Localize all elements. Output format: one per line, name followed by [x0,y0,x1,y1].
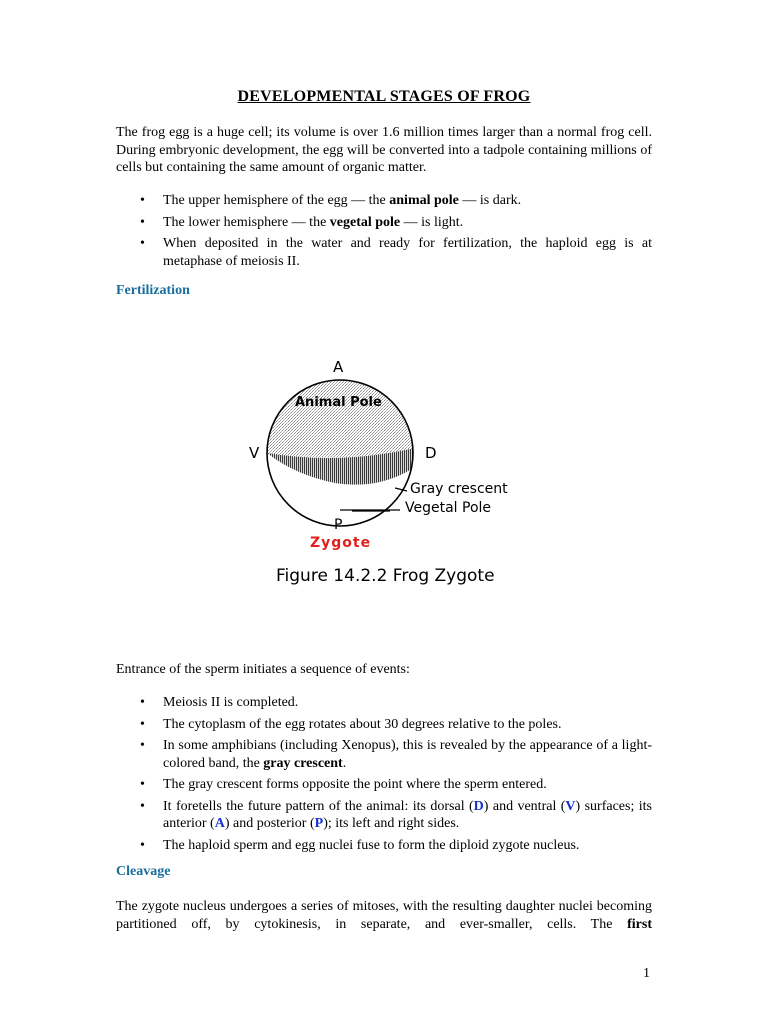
egg-facts-list [116,192,652,270]
label-p: P [334,517,343,533]
label-v: V [249,444,260,462]
list-item: • Meiosis II is completed. [116,694,652,712]
label-animal-pole: Animal Pole [295,395,382,410]
animal-pole-region [260,375,420,457]
section-heading-fertilization: Fertilization [116,283,190,298]
section-heading-cleavage: Cleavage [116,864,171,879]
list-item: • The haploid sperm and egg nuclei fuse to form the diploid zygote nucleus. [116,837,652,855]
label-gray-crescent: Gray crescent [410,481,508,497]
list-item: • The cytoplasm of the egg rotates about 30 degrees relative to the poles. [116,716,652,734]
label-vegetal-pole: Vegetal Pole [405,500,492,516]
zygote-diagram [240,355,540,590]
label-a: A [333,358,344,376]
intro-paragraph: The frog egg is a huge cell; its volume is over 1.6 million times larger than a normal frog cell. During embryonic development, the egg will be converted into a tadpole containing millions of cells but containing the same amount of organic matter. [116,125,652,175]
figure-caption: Figure 14.2.2 Frog Zygote [276,566,495,586]
sperm-intro-paragraph: Entrance of the sperm initiates a sequence of events: [116,662,410,677]
list-item: • In some amphibians (including Xenopus), this is revealed by the appearance of a light-colored band, the gray crescent. [116,737,652,772]
list-item: • The upper hemisphere of the egg — the animal pole — is dark. [116,192,652,210]
frog-zygote-figure [240,355,540,590]
page-number: 1 [643,966,650,981]
list-item: • When deposited in the water and ready for fertilization, the haploid egg is at metaphase of meiosis II. [116,235,652,270]
sperm-events-list [116,694,652,854]
list-item: • The lower hemisphere — the vegetal pole — is light. [116,214,652,232]
label-d: D [425,444,437,462]
list-item: • The gray crescent forms opposite the point where the sperm entered. [116,776,652,794]
cleavage-paragraph: The zygote nucleus undergoes a series of mitoses, with the resulting daughter nuclei becoming partitioned off, by cytokinesis, in separate, and ever-smaller, cells. The first [116,899,652,932]
label-zygote: Zygote [310,535,372,551]
list-item: • It foretells the future pattern of the animal: its dorsal (D) and ventral (V) surfaces; its anterior (A) and posterior (P); its left and right sides. [116,798,652,833]
page-title: DEVELOPMENTAL STAGES OF FROG [237,88,531,105]
